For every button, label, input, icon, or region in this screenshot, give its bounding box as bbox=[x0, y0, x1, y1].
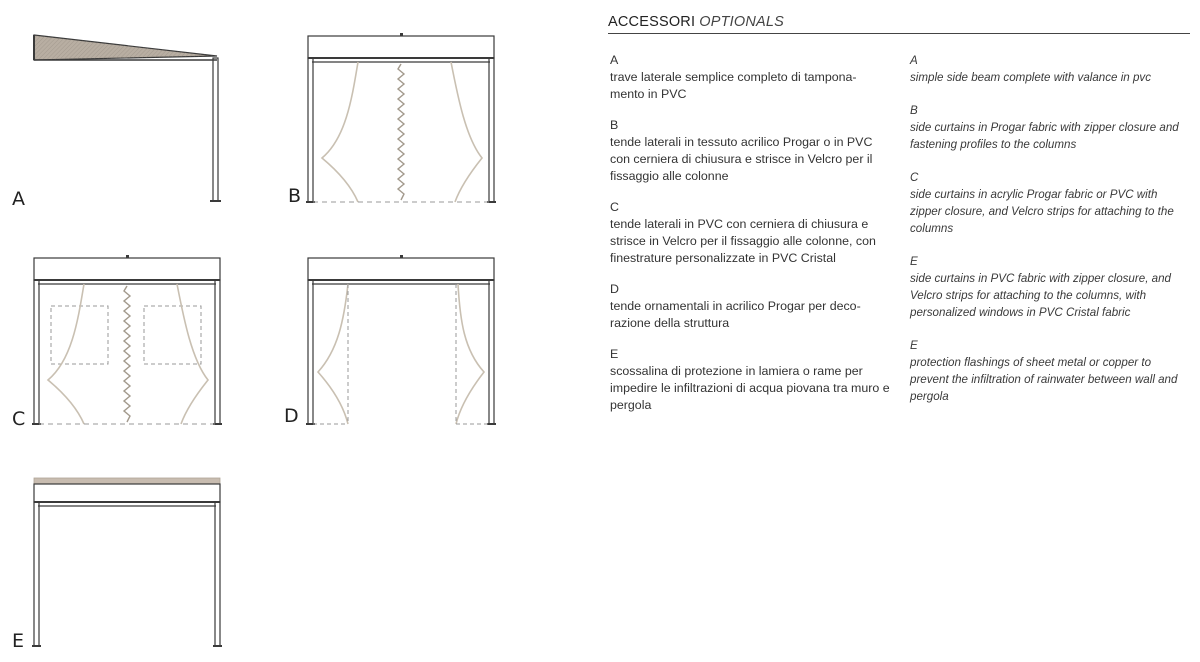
item-letter: E bbox=[910, 339, 918, 352]
figure-d-label: D bbox=[284, 405, 299, 427]
italian-item-d bbox=[610, 281, 890, 332]
english-column bbox=[910, 52, 1190, 421]
english-item-b bbox=[910, 102, 1190, 153]
figure-e-label: E bbox=[12, 630, 25, 652]
item-letter: A bbox=[910, 54, 918, 67]
figure-c-drawing bbox=[26, 250, 231, 430]
item-letter: A bbox=[610, 53, 619, 67]
italian-item-a bbox=[610, 52, 890, 103]
item-text: simple side beam complete with valance in pvc bbox=[910, 71, 1152, 84]
roof-e bbox=[34, 484, 220, 502]
heading-main: ACCESSORI bbox=[608, 14, 696, 30]
item-letter: D bbox=[610, 282, 619, 296]
item-text: scossalina di protezione in lamiera o rame per impedire le infiltrazioni di acqua piovana tra muro e pergola bbox=[610, 364, 890, 412]
figure-d-drawing bbox=[300, 250, 505, 430]
column-b-left bbox=[308, 58, 313, 202]
figure-b-label: B bbox=[288, 185, 302, 207]
heading-sub: OPTIONALS bbox=[699, 14, 785, 30]
item-letter: E bbox=[910, 255, 918, 268]
item-letter: E bbox=[610, 347, 619, 361]
zipper-c bbox=[124, 286, 130, 422]
accessories-panel bbox=[608, 14, 1190, 412]
curtains-d bbox=[318, 284, 484, 424]
english-item-c bbox=[910, 169, 1190, 237]
figure-c-label: C bbox=[12, 408, 26, 430]
italian-item-b bbox=[610, 117, 890, 185]
column-c-left bbox=[34, 280, 39, 424]
column-d-right bbox=[489, 280, 494, 424]
column-d-left bbox=[308, 280, 313, 424]
italian-item-e bbox=[610, 346, 890, 414]
item-letter: B bbox=[910, 104, 918, 117]
column-c-right bbox=[215, 280, 220, 424]
english-item-d bbox=[910, 253, 1190, 321]
flashing-e bbox=[34, 478, 220, 484]
italian-column bbox=[610, 52, 890, 428]
column-a bbox=[213, 58, 218, 201]
item-letter: B bbox=[610, 118, 619, 132]
item-letter: C bbox=[610, 200, 619, 214]
item-text: tende laterali in PVC con cerniera di chiusura e strisce in Velcro per il fissaggio alle colonne, con finestrature personalizzate in PVC Cristal bbox=[610, 217, 876, 265]
figure-e-drawing bbox=[26, 472, 231, 652]
english-item-e bbox=[910, 337, 1190, 405]
roof-d bbox=[308, 258, 494, 280]
english-item-a bbox=[910, 52, 1190, 86]
roof-c bbox=[34, 258, 220, 280]
item-letter: C bbox=[910, 171, 919, 184]
roof-b bbox=[308, 36, 494, 58]
item-text: side curtains in PVC fabric with zipper closure, and Velcro strips for attaching to the columns, with personalized windows in PVC Cristal fabric bbox=[910, 272, 1171, 319]
italian-item-c bbox=[610, 199, 890, 267]
item-text: protection flashings of sheet metal or copper to prevent the infiltration of rainwater between wall and pergola bbox=[910, 356, 1178, 403]
column-e-right bbox=[215, 502, 220, 646]
item-text: side curtains in acrylic Progar fabric or PVC with zipper closure, and Velcro strips for attaching to the columns bbox=[910, 188, 1174, 235]
item-text: tende ornamentali in acrilico Progar per deco-razione della struttura bbox=[610, 299, 861, 330]
item-text: trave laterale semplice completo di tampona-mento in PVC bbox=[610, 70, 857, 101]
figure-a-drawing bbox=[0, 0, 240, 220]
figure-a-label: A bbox=[12, 188, 25, 210]
section-heading bbox=[608, 14, 1190, 34]
item-text: side curtains in Progar fabric with zipper closure and fastening profiles to the columns bbox=[910, 121, 1179, 151]
column-b-right bbox=[489, 58, 494, 202]
item-text: tende laterali in tessuto acrilico Progar o in PVC con cerniera di chiusura e strisce in Velcro per il fissaggio alle colonne bbox=[610, 135, 873, 183]
zipper-b bbox=[398, 64, 404, 200]
column-e-left bbox=[34, 502, 39, 646]
figure-b-drawing bbox=[300, 28, 505, 208]
